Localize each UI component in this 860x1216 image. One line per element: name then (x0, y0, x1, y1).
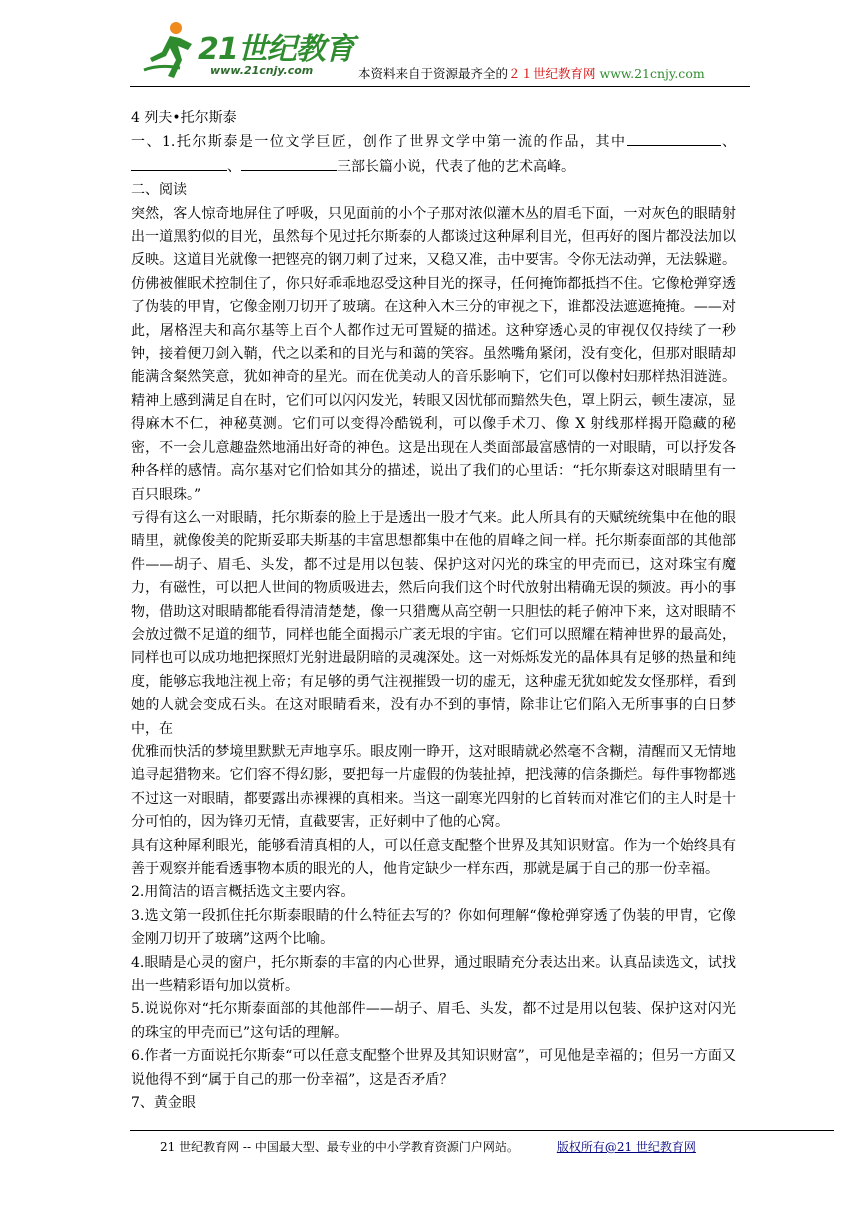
header-tagline (358, 64, 705, 82)
header-divider (130, 86, 750, 87)
header-prefix: 本资料来自于资源最齐全的 (358, 66, 509, 81)
reading-paragraph-3: 优雅而快活的梦境里默默无声地享乐。眼皮刚一睁开，这对眼睛就必然毫不含糊，清醒而又无情地追寻起猎物来。它们容不得幻影，要把每一片虚假的伪装扯掉，把浅薄的信条撕烂。每件事物都逃不过这一对眼睛，都要露出赤裸裸的真相来。当这一副寒光四射的匕首转而对准它们的主人时是十分可怕的，因为锋刃无情，直截要害，正好刺中了他的心窝。 (131, 743, 736, 831)
page-footer (160, 1138, 696, 1155)
copyright-link[interactable]: 版权所有@21 世纪教育网 (556, 1140, 696, 1154)
question-2: 2.用简洁的语言概括选文主要内容。 (131, 884, 355, 901)
footer-text: 21 世纪教育网 -- 中国最大型、最专业的中小学教育资源门户网站。 (160, 1140, 519, 1154)
header-site-name: ２１世纪教育网 (508, 66, 596, 81)
question-1-text-end: 三部长篇小说，代表了他的艺术高峰。 (337, 158, 575, 175)
running-figure-icon (140, 20, 202, 82)
question-4: 4.眼睛是心灵的窗户，托尔斯泰的丰富的内心世界，通过眼睛充分表达出来。认真品读选文，试找出一些精彩语句加以赏析。 (131, 954, 736, 995)
lesson-title: 4 列夫•托尔斯泰 (131, 110, 237, 126)
question-7: 7、黄金眼 (131, 1095, 196, 1112)
section-heading: 二、阅读 (131, 182, 187, 199)
logo-url: www.21cnjy.com (210, 64, 314, 77)
document-body (131, 107, 736, 1115)
reading-paragraph-2: 亏得有这么一对眼睛，托尔斯泰的脸上于是透出一股才气来。此人所具有的天赋统统集中在他的眼睛里，就像俊美的陀斯妥耶夫斯基的丰富思想都集中在他的眉峰之间一样。托尔斯泰面部的其他部件——胡子、眉毛、头发，都不过是用以包装、保护这对闪光的珠宝的甲壳而已，这对珠宝有魔力，有磁性，可以把人世间的物质吸进去，然后向我们这个时代放射出精确无误的频波。再小的事物，借助这对眼睛都能看得清清楚楚，像一只猎鹰从高空朝一只胆怯的耗子俯冲下来，这对眼睛不会放过微不足道的细节，同样也能全面揭示广袤无垠的宇宙。它们可以照耀在精神世界的最高处，同样也可以成功地把探照灯光射进最阴暗的灵魂深处。这一对烁烁发光的晶体具有足够的热量和纯度，能够忘我地注视上帝；有足够的勇气注视摧毁一切的虚无，这种虚无犹如蛇发女怪那样，看到她的人就会变成石头。在这对眼睛看来，没有办不到的事情，除非让它们陷入无所事事的白日梦中，在 (131, 509, 736, 737)
page-header (130, 20, 740, 86)
answer-blank[interactable] (627, 130, 721, 146)
question-5: 5.说说你对“托尔斯泰面部的其他部件——胡子、眉毛、头发，都不过是用以包装、保护这对闪光的珠宝的甲壳而已”这句话的理解。 (131, 1001, 736, 1041)
answer-blank[interactable] (131, 155, 227, 171)
reading-paragraph-1: 突然，客人惊奇地屏住了呼吸，只见面前的小个子那对浓似灌木丛的眉毛下面，一对灰色的眼睛射出一道黑豹似的目光，虽然每个见过托尔斯泰的人都谈过这种犀利目光，但再好的图片都没法加以反映。这道目光就像一把铿亮的钢刀刺了过来，又稳又准，击中要害。令你无法动弹，无法躲避。仿佛被催眠术控制住了，你只好乖乖地忍受这种目光的探寻，任何掩饰都抵挡不住。它像枪弹穿透了伪装的甲胄，它像金刚刀切开了玻璃。在这种入木三分的审视之下，谁都没法遮遮掩掩。——对此，屠格涅夫和高尔基等上百个人都作过无可置疑的描述。这种穿透心灵的审视仅仅持续了一秒钟，接着便刀剑入鞘，代之以柔和的目光与和蔼的笑容。虽然嘴角紧闭，没有变化，但那对眼睛却能满含粲然笑意，犹如神奇的星光。而在优美动人的音乐影响下，它们可以像村妇那样热泪涟涟。精神上感到满足自在时，它们可以闪闪发光，转眼又因忧郁而黯然失色，罩上阴云，顿生凄凉，显得麻木不仁，神秘莫测。它们可以变得冷酷锐利，可以像手术刀、像 X 射线那样揭开隐藏的秘密，不一会儿意趣盎然地涌出好奇的神色。这是出现在人类面部最富感情的一对眼睛，可以抒发各种各样的感情。高尔基对它们恰如其分的描述，说出了我们的心里话：“托尔斯泰这对眼睛里有一百只眼珠。” (131, 205, 736, 503)
logo-text: 21世纪教育 (198, 32, 354, 67)
separator: 、 (227, 158, 241, 175)
question-6: 6.作者一方面说托尔斯泰“可以任意支配整个世界及其知识财富”，可见他是幸福的；但另一方面又说他得不到“属于自己的那一份幸福”，这是否矛盾？ (131, 1048, 736, 1088)
question-1 (131, 130, 736, 179)
separator: 、 (720, 134, 737, 151)
reading-paragraph-4: 具有这种犀利眼光，能够看清真相的人，可以任意支配整个世界及其知识财富。作为一个始终具有善于观察并能看透事物本质的眼光的人，他肯定缺少一样东西，那就是属于自己的那一份幸福。 (131, 837, 736, 877)
logo (140, 20, 360, 86)
question-1-text: 一、1.托尔斯泰是一位文学巨匠，创作了世界文学中第一流的作品，其中 (131, 134, 627, 151)
header-url[interactable]: www.21cnjy.com (599, 66, 705, 81)
question-3: 3.选文第一段抓住托尔斯泰眼睛的什么特征去写的？你如何理解“像枪弹穿透了伪装的甲胄，它像金刚刀切开了玻璃”这两个比喻。 (131, 907, 736, 948)
answer-blank[interactable] (241, 155, 337, 171)
footer-divider (130, 1130, 834, 1131)
